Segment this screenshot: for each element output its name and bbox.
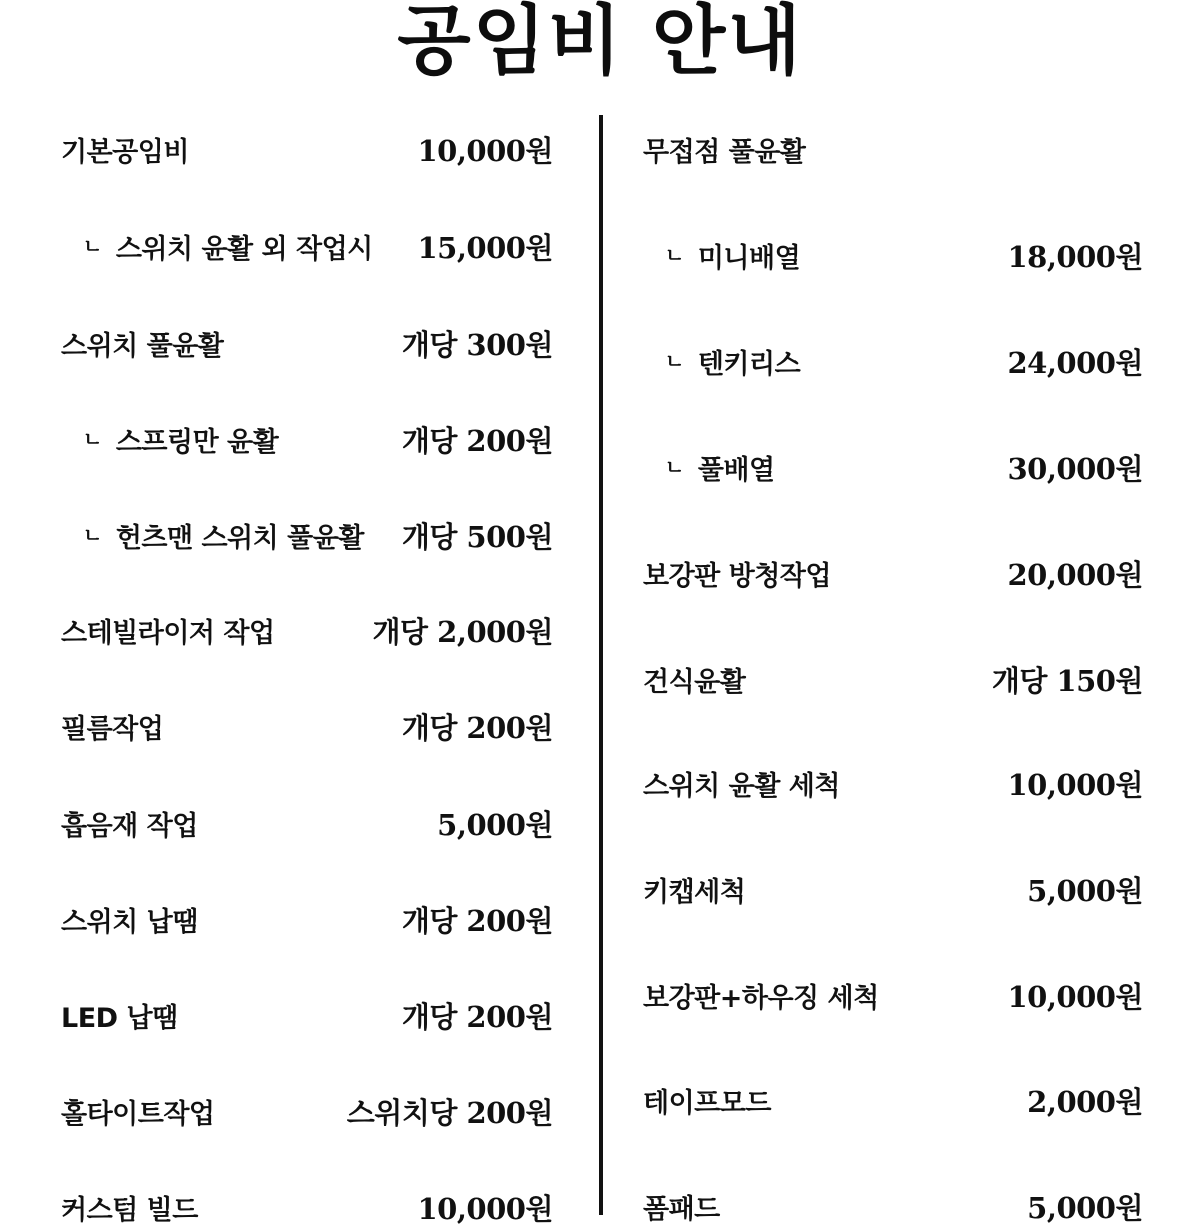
service-label: 스위치 윤활 세척 xyxy=(643,770,840,802)
price-row xyxy=(643,867,1143,911)
page-title: 공임비 안내 xyxy=(397,0,803,85)
service-price: 20,000원 xyxy=(1007,557,1143,592)
service-label: 홀타이트작업 xyxy=(61,1098,215,1130)
service-name xyxy=(643,342,800,381)
price-row xyxy=(643,657,1143,701)
service-label: 스테빌라이저 작업 xyxy=(61,617,275,649)
price-row xyxy=(61,993,553,1037)
service-name xyxy=(61,324,223,363)
service-price: 개당 200원 xyxy=(401,710,553,745)
service-price: 10,000원 xyxy=(1007,767,1143,802)
price-row xyxy=(61,704,553,748)
service-price: 5,000원 xyxy=(1027,1190,1143,1225)
service-price: 개당 150원 xyxy=(991,663,1143,698)
service-label: 건식윤활 xyxy=(643,666,746,698)
price-row xyxy=(61,1089,553,1133)
service-name xyxy=(643,870,745,909)
service-price: 개당 300원 xyxy=(401,327,553,362)
price-row xyxy=(643,127,1143,171)
service-name xyxy=(643,554,831,593)
service-price: 24,000원 xyxy=(1007,345,1143,380)
service-name xyxy=(61,996,178,1035)
service-name xyxy=(61,804,198,843)
service-label: 필름작업 xyxy=(61,713,164,745)
price-row xyxy=(643,761,1143,805)
service-label: 흡음재 작업 xyxy=(61,810,198,842)
service-label: 스위치 풀윤활 xyxy=(61,330,224,362)
service-name xyxy=(61,227,373,266)
service-price: 18,000원 xyxy=(1007,239,1143,274)
service-price: 10,000원 xyxy=(1007,979,1143,1014)
price-row xyxy=(61,801,553,845)
service-price: 개당 200원 xyxy=(401,999,553,1034)
service-label: 무접점 풀윤활 xyxy=(643,136,806,168)
service-name xyxy=(643,976,879,1015)
service-name xyxy=(61,130,189,169)
service-label: 스위치 납땜 xyxy=(61,906,198,938)
service-name xyxy=(61,516,364,555)
sub-item-marker: ㄴ xyxy=(665,348,684,373)
sub-item-marker: ㄴ xyxy=(83,522,102,547)
price-row xyxy=(61,417,553,461)
service-label: 스위치 윤활 외 작업시 xyxy=(115,233,373,265)
service-label: 키캡세척 xyxy=(643,876,746,908)
service-name xyxy=(643,1187,720,1226)
sub-item-marker: ㄴ xyxy=(83,233,102,258)
service-name xyxy=(61,707,163,746)
price-row xyxy=(643,1078,1143,1122)
price-row xyxy=(61,1185,553,1229)
service-name xyxy=(61,1188,198,1227)
price-row xyxy=(61,897,553,941)
service-label: 텐키리스 xyxy=(697,348,801,380)
price-row xyxy=(643,551,1143,595)
service-price: 개당 200원 xyxy=(401,903,553,938)
service-name xyxy=(643,130,805,169)
price-row xyxy=(61,513,553,557)
service-price: 개당 200원 xyxy=(401,423,553,458)
service-name xyxy=(61,611,275,650)
service-price: 개당 500원 xyxy=(401,519,553,554)
service-name xyxy=(61,1092,215,1131)
service-price: 스위치당 200원 xyxy=(346,1095,553,1130)
service-name xyxy=(643,448,775,487)
service-label: 보강판 방청작업 xyxy=(643,560,831,592)
service-label: 스프링만 윤활 xyxy=(115,426,279,458)
service-price: 30,000원 xyxy=(1007,451,1143,486)
service-label: 보강판+하우징 세척 xyxy=(643,982,879,1014)
service-price: 5,000원 xyxy=(1027,873,1143,908)
service-label: 풀배열 xyxy=(697,454,775,486)
service-name xyxy=(643,236,800,275)
price-row xyxy=(643,1184,1143,1228)
service-label: 미니배열 xyxy=(697,242,801,274)
service-name xyxy=(643,660,745,699)
price-row xyxy=(643,233,1143,277)
service-label: 폼패드 xyxy=(643,1193,720,1225)
sub-item-marker: ㄴ xyxy=(665,242,684,267)
price-row xyxy=(61,127,553,171)
service-label: 헌츠맨 스위치 풀윤활 xyxy=(115,522,364,554)
service-price: 2,000원 xyxy=(1027,1084,1143,1119)
service-name xyxy=(643,764,840,803)
service-price: 10,000원 xyxy=(417,1191,553,1226)
column-divider xyxy=(599,115,603,1215)
service-price: 5,000원 xyxy=(437,807,553,842)
price-row xyxy=(61,608,553,652)
service-name xyxy=(643,1081,771,1120)
service-price: 개당 2,000원 xyxy=(372,614,553,649)
price-row xyxy=(61,224,553,268)
service-price: 15,000원 xyxy=(417,230,553,265)
price-row xyxy=(643,339,1143,383)
sub-item-marker: ㄴ xyxy=(665,454,684,479)
price-row xyxy=(643,973,1143,1017)
sub-item-marker: ㄴ xyxy=(83,426,102,451)
service-label: 커스텀 빌드 xyxy=(61,1194,198,1226)
service-label: 기본공임비 xyxy=(61,136,189,168)
service-label: 테이프모드 xyxy=(643,1087,771,1119)
price-row xyxy=(61,321,553,365)
service-name xyxy=(61,900,198,939)
price-row xyxy=(643,445,1143,489)
service-name xyxy=(61,420,278,459)
service-label: LED 납땜 xyxy=(61,1002,178,1034)
service-price: 10,000원 xyxy=(417,133,553,168)
